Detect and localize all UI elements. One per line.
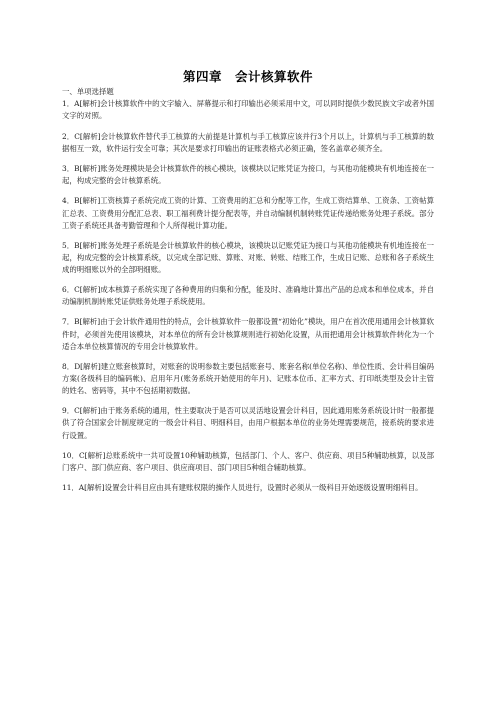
answer-item-3: 3．B[解析]账务处理模块是会计核算软件的核心模块，该模块以记账凭证为接口，与其他功能模块有机地连接在一起，构成完整的会计核算系统。 — [62, 164, 434, 186]
answer-item-4: 4．B[解析]工资核算子系统完成工资的计算、工资费用的汇总和分配等工作，生成工资结算单、工资条、工资帖算汇总表、工资费用分配汇总表、职工福利费计提分配表等，并自动编制机制转账凭证传递给账务处理子系统。部分工资子系统还具备考勤管理和个人所得税计算功能。 — [62, 196, 434, 230]
answer-item-2: 2．C[解析]会计核算软件替代手工核算的大前提是计算机与手工核算应该并行3个月以上，计算机与手工核算的数据相互一致，软件运行安全可靠；其次是要求打印输出的证账表格式必须正确，签名盖章必须齐全。 — [62, 131, 434, 154]
answer-item-1: 1．A[解析]会计核算软件中的文字输入、屏幕提示和打印输出必须采用中文，可以同时提供少数民族文字或者外国文字的对照。 — [62, 99, 434, 121]
document-body — [62, 86, 434, 502]
section-heading: 一、单项选择题 — [62, 87, 114, 96]
answer-item-9: 9．C[解析]由于账务系统的通用，性主要取决于是否可以灵活地设置会计科目，因此通用账务系统设计时一般都提供了符合国家会计制度规定的一级会计科目、明细科目，由用户根据本单位的业务处理需要规范，接系统的要求进行设置。 — [62, 406, 434, 440]
chapter-title: 第四章 会计核算软件 — [182, 69, 313, 84]
answer-item-6: 6．C[解析]成本核算子系统实现了各种费用的归集和分配，能及时、准确地计算出产品的总成本和单位成本，并自动编制机制转账凭证供账务处理子系统使用。 — [62, 285, 434, 307]
answer-item-8: 8．D[解析]建立账套核算时，对账套的说明参数主要包括账套号、账套名称(单位名称)、单位性质、会计科目编码方案(各级科目的编码帐)、启用年月(账务系统开始使用的年月)、记账本位币、汇率方式、打印纸类型及会计主管的姓名、密码等，其中不包括期初数据。 — [62, 361, 434, 396]
answer-item-5: 5．B[解析]账务处理子系统是会计核算软件的核心模块，该模块以记账凭证为接口与其他功能模块有机地连接在一起，构成完整的会计核算系统，以完成全部记账、算账、对账、转账、结账工作，生成日记账、总账和各子系统生成的明细账以外的全部明细账。 — [62, 240, 434, 275]
answer-item-11: 11．A[解析]设置会计科目应由具有建账权限的操作人员进行，设置时必须从一级科目开始逐级设置明细科目。 — [62, 482, 423, 492]
answer-item-10: 10．C[解析]总账系统中一共可设置10种辅助核算，包括部门、个人、客户、供应商、项目5种辅助核算，以及部门客户、部门供应商、客户项目、供应商项目、部门项目5种组合辅助核算。 — [62, 450, 434, 472]
answer-item-7: 7．B[解析]由于会计软件通用性的特点，会计核算软件一般都设置“初始化”模块，用户在首次使用通用会计核算软件时，必须首先使用该模块，对本单位的所有会计核算规则进行初始化设置，从而把通用会计核算软件转化为一个适合本单位核算情况的专用会计核算软件。 — [62, 317, 434, 351]
